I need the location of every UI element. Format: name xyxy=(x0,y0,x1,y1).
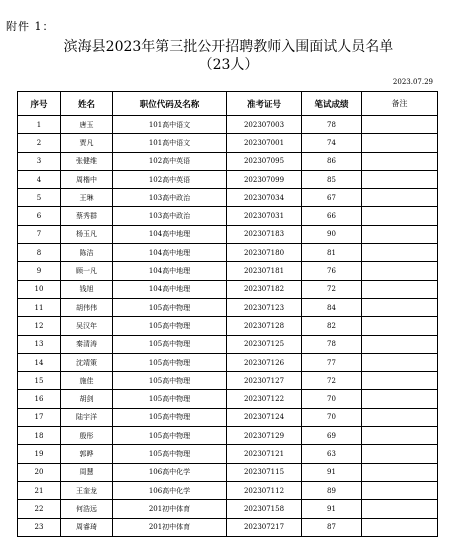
cell-score: 72 xyxy=(302,280,362,298)
document-date: 2023.07.29 xyxy=(392,78,433,86)
cell-name: 胡伟伟 xyxy=(61,298,113,316)
cell-score: 69 xyxy=(302,427,362,445)
cell-name: 唐玉 xyxy=(61,116,113,134)
cell-no: 12 xyxy=(18,317,61,335)
cell-no: 18 xyxy=(18,427,61,445)
cell-score: 87 xyxy=(302,518,362,536)
cell-score: 82 xyxy=(302,317,362,335)
table-row xyxy=(18,463,438,481)
cell-name: 周慧 xyxy=(61,463,113,481)
cell-position: 104高中地理 xyxy=(113,262,227,280)
cell-name: 施佳 xyxy=(61,372,113,390)
cell-no: 2 xyxy=(18,134,61,152)
cell-no: 23 xyxy=(18,518,61,536)
cell-position: 105高中物理 xyxy=(113,372,227,390)
cell-ticket: 202307034 xyxy=(227,189,302,207)
cell-no: 14 xyxy=(18,353,61,371)
column-header-name: 姓名 xyxy=(61,92,113,116)
cell-remark xyxy=(362,225,438,243)
table-row xyxy=(18,372,438,390)
table-row xyxy=(18,335,438,353)
cell-remark xyxy=(362,335,438,353)
cell-ticket: 202307121 xyxy=(227,445,302,463)
cell-remark xyxy=(362,280,438,298)
cell-ticket: 202307129 xyxy=(227,427,302,445)
cell-position: 104高中地理 xyxy=(113,244,227,262)
cell-ticket: 202307128 xyxy=(227,317,302,335)
cell-score: 91 xyxy=(302,463,362,481)
table-row xyxy=(18,317,438,335)
cell-name: 胡剑 xyxy=(61,390,113,408)
column-header-ticket: 准考证号 xyxy=(227,92,302,116)
cell-remark xyxy=(362,518,438,536)
table-row xyxy=(18,134,438,152)
cell-name: 陈洁 xyxy=(61,244,113,262)
table-row xyxy=(18,262,438,280)
cell-remark xyxy=(362,427,438,445)
cell-position: 105高中物理 xyxy=(113,298,227,316)
cell-position: 201初中体育 xyxy=(113,500,227,518)
table-header-row xyxy=(18,92,438,116)
cell-name: 周楷中 xyxy=(61,170,113,188)
cell-position: 105高中物理 xyxy=(113,353,227,371)
cell-position: 104高中地理 xyxy=(113,280,227,298)
cell-position: 103高中政治 xyxy=(113,189,227,207)
cell-score: 70 xyxy=(302,408,362,426)
cell-no: 22 xyxy=(18,500,61,518)
cell-name: 秦清涛 xyxy=(61,335,113,353)
table-row xyxy=(18,390,438,408)
cell-position: 104高中地理 xyxy=(113,225,227,243)
cell-score: 72 xyxy=(302,372,362,390)
cell-score: 74 xyxy=(302,134,362,152)
cell-ticket: 202307122 xyxy=(227,390,302,408)
cell-no: 6 xyxy=(18,207,61,225)
cell-remark xyxy=(362,445,438,463)
table-row xyxy=(18,225,438,243)
cell-no: 3 xyxy=(18,152,61,170)
cell-no: 20 xyxy=(18,463,61,481)
table-row xyxy=(18,244,438,262)
cell-name: 顾一凡 xyxy=(61,262,113,280)
cell-position: 103高中政治 xyxy=(113,207,227,225)
cell-ticket: 202307001 xyxy=(227,134,302,152)
cell-remark xyxy=(362,408,438,426)
cell-position: 105高中物理 xyxy=(113,317,227,335)
table-row xyxy=(18,298,438,316)
document-title: 滨海县2023年第三批公开招聘教师入围面试人员名单 xyxy=(63,39,394,55)
document-subtitle-count: （23人） xyxy=(198,57,259,73)
annex-label: 附件 1： xyxy=(6,20,55,33)
cell-no: 11 xyxy=(18,298,61,316)
cell-no: 10 xyxy=(18,280,61,298)
cell-remark xyxy=(362,500,438,518)
cell-position: 105高中物理 xyxy=(113,445,227,463)
cell-score: 70 xyxy=(302,390,362,408)
cell-name: 贾凡 xyxy=(61,134,113,152)
cell-score: 89 xyxy=(302,481,362,499)
cell-no: 5 xyxy=(18,189,61,207)
table-row xyxy=(18,408,438,426)
cell-position: 106高中化学 xyxy=(113,481,227,499)
cell-remark xyxy=(362,244,438,262)
cell-remark xyxy=(362,262,438,280)
interview-candidates-table xyxy=(17,91,438,537)
cell-position: 101高中语文 xyxy=(113,134,227,152)
cell-no: 19 xyxy=(18,445,61,463)
table-row xyxy=(18,353,438,371)
cell-no: 8 xyxy=(18,244,61,262)
cell-no: 1 xyxy=(18,116,61,134)
cell-name: 王琳 xyxy=(61,189,113,207)
column-header-position: 职位代码及名称 xyxy=(113,92,227,116)
cell-no: 9 xyxy=(18,262,61,280)
cell-name: 陆宇洋 xyxy=(61,408,113,426)
table-row xyxy=(18,189,438,207)
cell-score: 90 xyxy=(302,225,362,243)
cell-ticket: 202307031 xyxy=(227,207,302,225)
cell-ticket: 202307217 xyxy=(227,518,302,536)
cell-remark xyxy=(362,390,438,408)
cell-score: 84 xyxy=(302,298,362,316)
cell-remark xyxy=(362,481,438,499)
cell-name: 张健维 xyxy=(61,152,113,170)
cell-no: 13 xyxy=(18,335,61,353)
cell-position: 105高中物理 xyxy=(113,427,227,445)
cell-name: 何浩远 xyxy=(61,500,113,518)
cell-name: 殷彤 xyxy=(61,427,113,445)
cell-position: 101高中语文 xyxy=(113,116,227,134)
table-row xyxy=(18,280,438,298)
cell-no: 4 xyxy=(18,170,61,188)
cell-remark xyxy=(362,170,438,188)
table-row xyxy=(18,445,438,463)
cell-position: 105高中物理 xyxy=(113,335,227,353)
table-row xyxy=(18,152,438,170)
cell-ticket: 202307125 xyxy=(227,335,302,353)
cell-name: 王奎龙 xyxy=(61,481,113,499)
table-body xyxy=(18,116,438,537)
cell-no: 15 xyxy=(18,372,61,390)
cell-ticket: 202307115 xyxy=(227,463,302,481)
cell-ticket: 202307127 xyxy=(227,372,302,390)
cell-ticket: 202307180 xyxy=(227,244,302,262)
cell-position: 105高中物理 xyxy=(113,390,227,408)
cell-score: 91 xyxy=(302,500,362,518)
table-row xyxy=(18,500,438,518)
cell-remark xyxy=(362,298,438,316)
cell-remark xyxy=(362,152,438,170)
cell-score: 63 xyxy=(302,445,362,463)
cell-name: 周睿琦 xyxy=(61,518,113,536)
cell-ticket: 202307182 xyxy=(227,280,302,298)
cell-name: 吴汉年 xyxy=(61,317,113,335)
cell-position: 105高中物理 xyxy=(113,408,227,426)
cell-remark xyxy=(362,353,438,371)
cell-ticket: 202307183 xyxy=(227,225,302,243)
cell-remark xyxy=(362,116,438,134)
cell-position: 201初中体育 xyxy=(113,518,227,536)
column-header-no: 序号 xyxy=(18,92,61,116)
cell-position: 102高中英语 xyxy=(113,170,227,188)
cell-score: 76 xyxy=(302,262,362,280)
cell-remark xyxy=(362,317,438,335)
column-header-score: 笔试成绩 xyxy=(302,92,362,116)
cell-ticket: 202307123 xyxy=(227,298,302,316)
cell-ticket: 202307112 xyxy=(227,481,302,499)
cell-name: 钱旭 xyxy=(61,280,113,298)
column-header-remark: 备注 xyxy=(362,92,438,116)
cell-score: 78 xyxy=(302,335,362,353)
cell-position: 106高中化学 xyxy=(113,463,227,481)
cell-score: 66 xyxy=(302,207,362,225)
cell-ticket: 202307003 xyxy=(227,116,302,134)
cell-score: 67 xyxy=(302,189,362,207)
table-row xyxy=(18,207,438,225)
cell-no: 17 xyxy=(18,408,61,426)
cell-name: 沈靖策 xyxy=(61,353,113,371)
table-row xyxy=(18,518,438,536)
table-row xyxy=(18,170,438,188)
cell-remark xyxy=(362,134,438,152)
cell-ticket: 202307181 xyxy=(227,262,302,280)
cell-remark xyxy=(362,207,438,225)
cell-score: 77 xyxy=(302,353,362,371)
cell-ticket: 202307126 xyxy=(227,353,302,371)
cell-no: 7 xyxy=(18,225,61,243)
cell-score: 78 xyxy=(302,116,362,134)
cell-score: 86 xyxy=(302,152,362,170)
cell-score: 81 xyxy=(302,244,362,262)
cell-name: 蔡秀群 xyxy=(61,207,113,225)
table-row xyxy=(18,116,438,134)
cell-ticket: 202307099 xyxy=(227,170,302,188)
cell-remark xyxy=(362,189,438,207)
table-row xyxy=(18,481,438,499)
cell-ticket: 202307095 xyxy=(227,152,302,170)
cell-name: 杨玉凡 xyxy=(61,225,113,243)
cell-score: 85 xyxy=(302,170,362,188)
cell-no: 21 xyxy=(18,481,61,499)
table-row xyxy=(18,427,438,445)
cell-remark xyxy=(362,372,438,390)
cell-name: 郭晔 xyxy=(61,445,113,463)
cell-remark xyxy=(362,463,438,481)
cell-no: 16 xyxy=(18,390,61,408)
cell-position: 102高中英语 xyxy=(113,152,227,170)
cell-ticket: 202307158 xyxy=(227,500,302,518)
cell-ticket: 202307124 xyxy=(227,408,302,426)
